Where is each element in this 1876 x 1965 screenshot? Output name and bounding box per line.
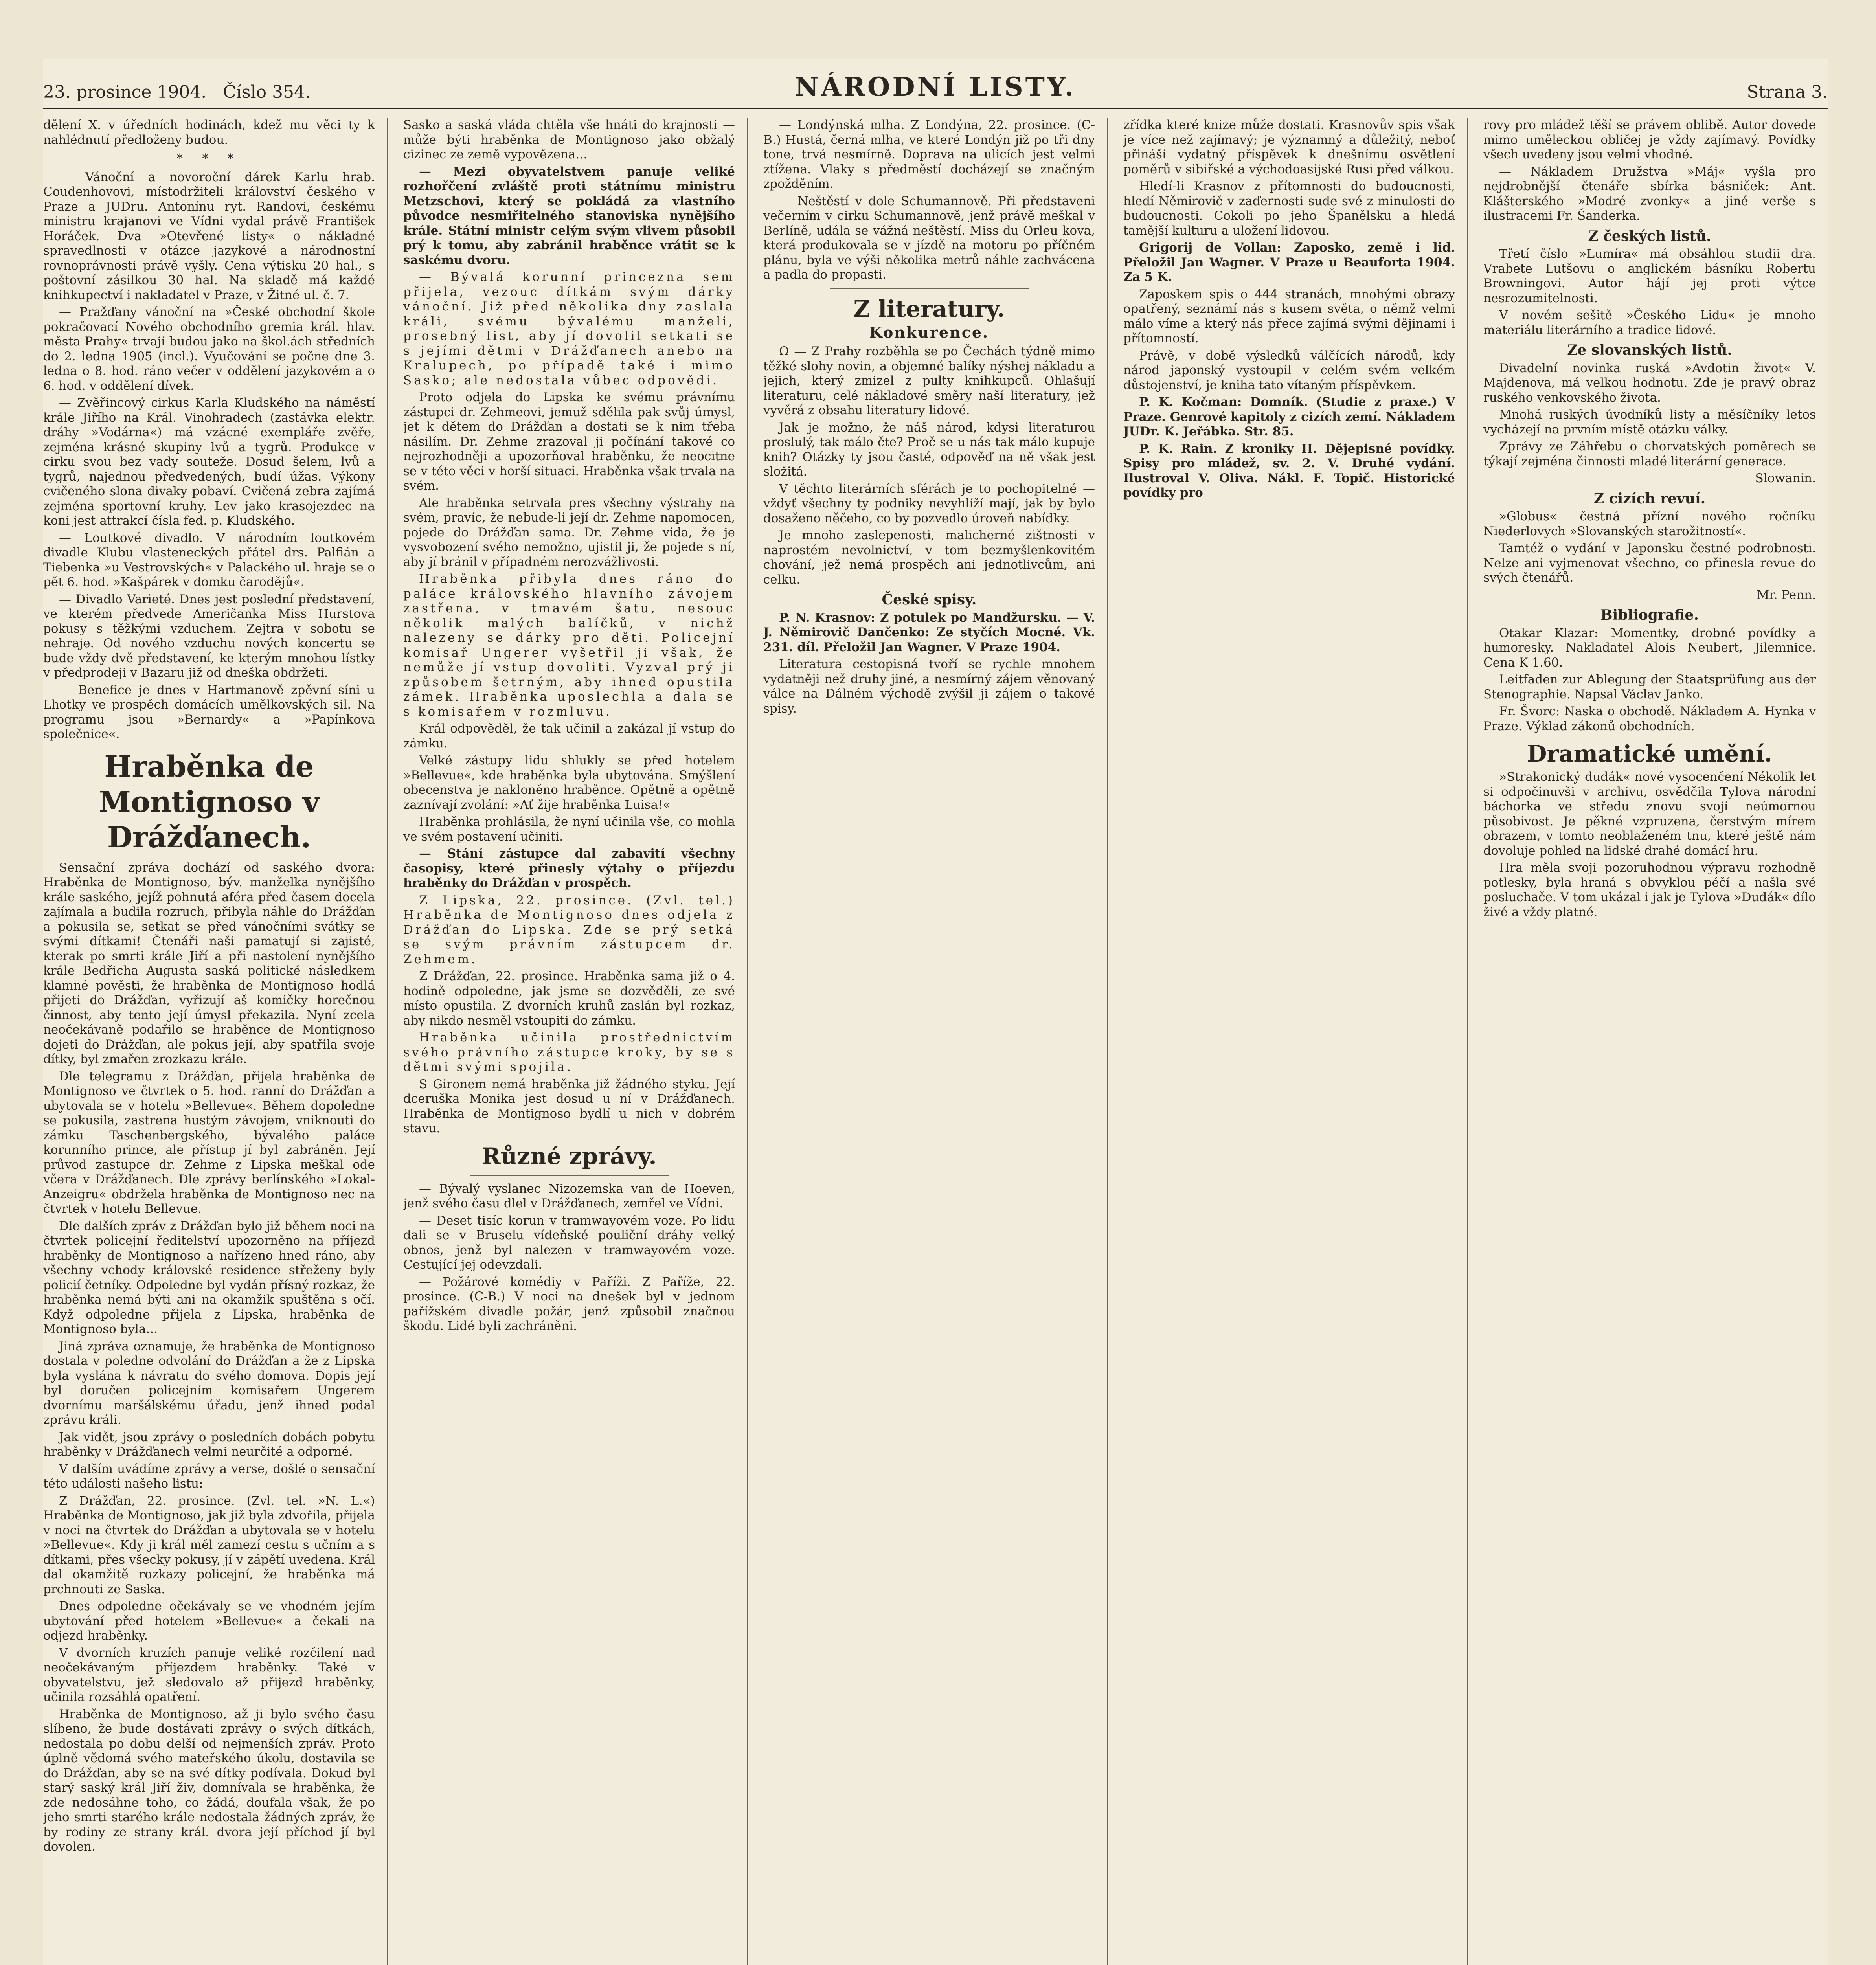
paragraph: Hraběnka prohlásila, že nyní učinila vše, co mohla ve svém postavení učiniti. <box>403 815 735 844</box>
header-date: 23. prosince 1904. <box>43 82 207 102</box>
paragraph: Ale hraběnka setrvala pres všechny výstrahy na svém, pravíc, že nebude-li její dr. Zehme napomocen, pojede do Drážďan sama. Dr. Zehme vida, že je vysvobození svého nemožno, ujistil ji, že pojede s ní, aby jí bránil v případném nerozvážlivosti. <box>403 496 735 569</box>
paragraph: — Stání zástupce dal zabavití všechny časopisy, které přinesly výtahy o příjezdu hraběnky do Drážďan v prospěch. <box>403 847 735 890</box>
paragraph: Z Drážďan, 22. prosince. (Zvl. tel. »N. L.«) Hraběnka de Montignoso, jak již byla zdvořila, přijela v noci na čtvrtek do Drážďan a ubytovala se v hotelu »Bellevue«. Kdy ji král měl zamezí cestu s učním a s dítkami, přes všecky pokusy, jí v zápětí uvedena. Král dal okamžitě rozkazy policejní, že hraběnka má prchnouti ze Saska. <box>43 1493 375 1596</box>
paragraph: Jak je možno, že náš národ, kdysi literaturou proslulý, tak málo čte? Proč se u nás tak málo kupuje knih? Otázky ty jsou časté, odpověď na ně však jest složitá. <box>763 420 1095 479</box>
paragraph: — Nákladem Družstva »Máj« vyšla pro nejdrobnější čtenáře sbírka básniček: Ant. Klášterského »Modré zvonky« a jiné verše s ilustracemi Fr. Šanderka. <box>1483 164 1816 223</box>
column-3 <box>763 118 1108 1965</box>
paragraph: Zprávy ze Záhřebu o chorvatských poměrech se týkají zejména činnosti mladé literární generace. <box>1483 439 1816 468</box>
newspaper-page <box>43 59 1828 1965</box>
paragraph: Hraběnka de Montignoso, až ji bylo svého času slíbeno, že bude dostávati zprávy o svých dítkách, nedostala po dobu delší od nejmenších zpráv. Proto úplně vědomá svého mateřského úkolu, dostavila se do Drážďan, aby se na své dítky podívala. Dokud byl starý saský král Jiří živ, domnívala se hraběnka, že zde nedosáhne toho, co žádá, doufala však, že po jeho smrti starého krále nedostala žádných zpráv, že by rodiny ze strany král. dvora její příchod jí byl dovolen. <box>43 1707 375 1854</box>
paragraph: — Bývalá korunní princezna sem přijela, vezouc dítkám svým dárky vánoční. Již před několika dny zaslala králi, svému bývalému manželi, prosebný list, aby jí dovolil setkati se s jejími dětmi v Drážďanech anebo na Kralupech, po případě také i mimo Sasko; ale nedostala vůbec odpovědi. <box>403 270 735 387</box>
article-title: Hraběnka de Montignoso v Drážďanech. <box>98 749 320 854</box>
column-4 <box>1123 118 1468 1965</box>
masthead: NÁRODNÍ LISTY. <box>795 72 1076 102</box>
paragraph: Hraběnka učinila prostřednictvím svého právního zástupce kroky, by se s dětmi svými spojila. <box>403 1030 735 1074</box>
divider <box>830 288 1029 289</box>
section-title: Bibliografie. <box>1600 607 1699 623</box>
paragraph: Proto odjela do Lipska ke svému právnímu zástupci dr. Zehmeovi, jemuž sdělila pak svůj úmysl, jet k dětem do Drážďan a dostati se k nim třeba násilím. Dr. Zehme zrazoval ji počínání takové co nejrozhodněji a upozorňoval hraběnku, že neocitne se v této věci v horší situaci. Hraběnka však trvala na svém. <box>403 390 735 493</box>
paragraph: »Strakonický dudák« nové vysocenčení Nékolik let si odpočinuvši v archivu, osvědčila Tylova národní báchorka ve středu znovu svojí neúmornou působivost. Je pěkné vzpruzena, čerstvým mírem obrazem, v tomto neoblaženém tnu, které ještě nám dovoluje pohled na lidské drahé domácí hru. <box>1483 770 1816 858</box>
page-header <box>43 59 1828 102</box>
paragraph: V dalším uvádíme zprávy a verse, došlé o sensační této události našeho listu: <box>43 1462 375 1491</box>
section-title: Dramatické umění. <box>1527 740 1772 767</box>
paragraph: Divadelní novinka ruská »Avdotin život« V. Majdenova, má velkou hodnotu. Zde je pravý obraz ruského venkovského života. <box>1483 361 1816 405</box>
paragraph: Král odpověděl, že tak učinil a zakázal jí vstup do zámku. <box>403 722 735 751</box>
page-number: Strana 3. <box>1747 82 1828 102</box>
section-title: České spisy. <box>882 591 977 608</box>
paragraph: — Bývalý vyslanec Nizozemska van de Hoeven, jenž svého času dlel v Drážďanech, zemřel ve Vídni. <box>403 1181 735 1210</box>
paragraph: Zaposkem spis o 444 stranách, mnohými obrazy opatřený, seznámí nás s kusem světa, o němž velmi málo víme a který nás přece zajímá svými dějinami i přítomností. <box>1123 287 1455 345</box>
paragraph: Fr. Švorc: Naska o obchodě. Nákladem A. Hynka v Praze. Výklad zákonů obchodních. <box>1483 704 1816 733</box>
paragraph: zřídka které knize může dostati. Krasnovův spis však je více než zajímavý; je významný a důležitý, neboť přináší vydatný příspěvek k dnešnímu osvětlení poměrů v sibiřské a východoasijské Rusi před válkou. <box>1123 118 1455 176</box>
header-issue: Číslo 354. <box>223 82 311 102</box>
paragraph: — Loutkové divadlo. V národním loutkovém divadle Klubu vlasteneckých přátel drs. Palfián a Tiebenka »u Vestrovských« v Palackého ul. hraje se o pět 6. hod. »Kašpárek v domku čarodějů«. <box>43 531 375 589</box>
paragraph: — Vánoční a novoroční dárek Karlu hrab. Coudenhovovi, místodržiteli království českého v Praze a JUDru. Antonínu ryt. Randovi, českému ministru krajanovi ve Vídni vydal právě František Horáček. Dva »Otevřené listy« o nákladné spravedlnosti v otázce jazykové a národnostní rovnoprávnosti právě vyšly. Cena výtisku 20 hal., s poštovní zásilkou 30 hal. Na skladě má každé knihkupectví i nakladatel v Praze, v Žitné ul. č. 7. <box>43 170 375 302</box>
paragraph: S Gironem nemá hraběnka již žádného styku. Její dceruška Monika jest dosud u ní v Drážďanech. Hraběnka de Montignoso bydlí u nich v dobrém stavu. <box>403 1077 735 1135</box>
paragraph: P. K. Kočman: Domník. (Studie z praxe.) V Praze. Genrové kapitoly z cizích zemí. Nákladem JUDr. K. Jeřábka. Str. 85. <box>1123 395 1455 439</box>
column-5 <box>1483 118 1828 1965</box>
section-title: Různé zprávy. <box>481 1142 657 1170</box>
column-1 <box>43 118 388 1965</box>
paragraph: V těchto literárních sférách je to pochopitelné — vždyť všechny ty podniky nevyhlíží mají, jak by bylo dosaženo něčeho, co by pozvedlo úroveň nabídky. <box>763 481 1095 525</box>
paragraph: Leitfaden zur Ablegung der Staatsprüfung aus der Stenographie. Napsal Václav Janko. <box>1483 672 1816 702</box>
paragraph: Třetí číslo »Lumíra« má obsáhlou studii dra. Vrabete Lutšovu o anglickém básníku Robertu Browningovi. Autor hájí jej proti výtce nesrozumitelnosti. <box>1483 247 1816 305</box>
section-subtitle: Konkurence. <box>869 323 989 341</box>
paragraph: Hra měla svoji pozoruhodnou výpravu rozhodně potlesky, byla hraná s obvyklou péčí a našla své posluchače. V tom ukázal i jak je Tylova »Dudák« dílo živé a vždy platné. <box>1483 861 1816 919</box>
paragraph: »Globus« čestná přízní nového ročníku Niederlovych »Slovanských starožitností«. <box>1483 509 1816 538</box>
paragraph: Z Lipska, 22. prosince. (Zvl. tel.) Hraběnka de Montignoso dnes odjela z Drážďan do Lipska. Zde se prý setká se svým právním zástupcem dr. Zehmem. <box>403 893 735 966</box>
paragraph: — Pražďany vánoční na »České obchodní škole pokračovací Nového obchodního gremia král. hlav. města Prahy« trvají budou jako na škol.ách středních do 2. ledna 1905 (incl.). Vyučování se počne dne 3. ledna o 8. hod. ráno večer v oddělení jazykovém a o 6. hod. v oddělení dívek. <box>43 305 375 393</box>
paragraph: P. N. Krasnov: Z potulek po Mandžursku. — V. J. Němirovič Dančenko: Ze styčích Mocné. Vk. 231. díl. Přeložil Jan Wagner. V Praze 1904. <box>763 610 1095 654</box>
paragraph: Dle telegramu z Drážďan, přijela hraběnka de Montignoso ve čtvrtek o 5. hod. ranní do Drážďan a ubytovala se v hotelu »Bellevue«. Během dopoledne se pokusila, zastrena hustým závojem, vniknouti do zámku Taschenbergského, bývalého paláce korunního prince, ale přístup jí byl zabráněn. Její průvod zastupce dr. Zehme z Lipska meškal ode včera v Drážďanech. Dle zprávy berlínského »Lokal-Anzeigru« obdržela hraběnka de Montignoso nec na čtvrtek v hotelu Bellevue. <box>43 1069 375 1216</box>
header-rule <box>43 108 1828 110</box>
paragraph: Mnohá ruských úvodníků listy a měsíčníky letos vycházejí na prvním místě otázku války. <box>1483 408 1816 437</box>
header-date-issue <box>43 82 554 102</box>
paragraph: rovy pro mládež těší se právem oblibě. Autor dovede mimo uměleckou obličej je vždy zajímavý. Povídky všech uvedeny jsou velmi vhodné. <box>1483 118 1816 162</box>
paragraph: — Londýnská mlha. Z Londýna, 22. prosince. (C-B.) Hustá, černá mlha, ve které Londýn již po tři dny tone, trvá nesmírně. Doprava na ulicích jest velmi ztížena. Vlaky s předměstí docházejí se značným zpožděním. <box>763 118 1095 191</box>
paragraph: — Zvěřincový cirkus Karla Kludského na náměstí krále Jiřího na Král. Vinohradech (zastávka elektr. dráhy »Vodárna«) má vzácné exempláře zvěře, zejména krásné skupiny lvů a tygrů. Produkce v cirku svou bez vady souteže. Dosud šelem, lvů a tygrů, najednou předvedených, budí úžas. Výkony cvičeného slona divaky pobaví. Cvičená zebra zajímá zejména sportovní kruhy. Lev jako krasojezdec na koni jest attrakcí čísla fed. p. Kludského. <box>43 396 375 528</box>
section-title: Ze slovanských listů. <box>1567 342 1732 358</box>
paragraph: — Benefice je dnes v Hartmanově zpěvní síni u Lhotky ve prospěch domácích umělkovských sil. Na programu jsou »Bernardy« a »Papínkova společnice«. <box>43 683 375 741</box>
paragraph: Literatura cestopisná tvoří se rychle mnohem vydatněji než druhy jiné, a nesmírný zájem věnovaný válce na Dálném východě zvýšil ji zájem o takové spisy. <box>763 657 1095 716</box>
paragraph: Hledí-li Krasnov z přítomnosti do budoucnosti, hledí Němirovič v zaďernosti sude své z minulosti do budoucnosti. Cokoli po jeho Španělsku a hledá tamější kulturu a uložení lidovou. <box>1123 179 1455 238</box>
paragraph: — Neštěstí v dole Schumannově. Při představeni večerním v cirku Schumannově, jenž právě meškal v Berlíně, udála se vážná neštěstí. Miss du Orleu kova, která produkovala se v jízdě na motoru po příčném plánu, byla ve výši několika metrů náhle zachvácena a padla do propasti. <box>763 194 1095 282</box>
paragraph: — Mezi obyvatelstvem panuje veliké rozhořčení zvláště proti státnímu ministru Metzschovi, který se pokládá za vlastního původce nesmiřitelného stanoviska nynějšího krále. Státní ministr celým svým vlivem působil prý k tomu, aby zabránil hraběnce vrátit se k saskému dvoru. <box>403 164 735 267</box>
paragraph: Jak vidět, jsou zprávy o posledních dobách pobytu hraběnky v Drážďanech velmi neurčité a odporné. <box>43 1430 375 1459</box>
column-2 <box>403 118 748 1965</box>
section-title: Z českých listů. <box>1588 228 1711 244</box>
columns <box>43 118 1828 1965</box>
paragraph: Grigorij de Vollan: Zaposko, země i lid. Přeložil Jan Wagner. V Praze u Beauforta 1904. Za 5 K. <box>1123 241 1455 284</box>
paragraph: Je mnoho zaslepenosti, malicherné zištnosti v naprostém nevolnictví, v tom bezmyšlenkovitém chování, jež nemá prospěch ani jednotlivcům, ani celku. <box>763 528 1095 587</box>
paragraph: Ω — Z Prahy rozběhla se po Čechách týdně mimo těžké slohy novin, a objemné balíky nýshej nákladu a jejich, který zmizel z pulty knihkupců. Ohlašují literaturu, celé nákladové směry naší literatury, jež vyvěrá z obsahu literatury lidové. <box>763 344 1095 417</box>
divider <box>470 1175 669 1176</box>
paragraph: P. K. Rain. Z kroniky II. Dějepisné povídky. Spisy pro mládež, sv. 2. V. Druhé vydání. Ilustroval V. Oliva. Nákl. F. Topič. Historické povídky pro <box>1123 441 1455 500</box>
paragraph: V novém sešitě »Českého Lidu« je mnoho materiálu literárního a tradice lidové. <box>1483 308 1816 337</box>
paragraph: Sasko a saská vláda chtěla vše hnáti do krajnosti — může býti hraběnka de Montignoso jako obžalý cizinec ze země vypovězena... <box>403 118 735 162</box>
paragraph: — Divadlo Varieté. Dnes jest poslední představení, ve kterém předvede Američanka Miss Hurstova pokusy s těžkými vzduchem. Zejtra v sobotu se nehraje. Od nového vzduchu nových koncertu se bude vždy dvě představení, ke kterým mnohou lístky v předprodeji v Bazaru již od dneška obdržeti. <box>43 592 375 680</box>
paragraph: Tamtéž o vydání v Japonsku čestné podrobnosti. Nelze ani vyjmenovat všechno, co přinesla revue do svých čtenářů. <box>1483 541 1816 585</box>
paragraph: Dnes odpoledne očekávaly se ve vhodném jejím ubytování před hotelem »Bellevue« a čekali na odjezd hraběnky. <box>43 1599 375 1643</box>
paragraph: Právě, v době výsledků válčících národů, kdy národ japonský vystoupil v celém svém velkém důstojenství, je kniha tato vítaným příspěvkem. <box>1123 348 1455 392</box>
paragraph: — Deset tisíc korun v tramwayovém voze. Po lidu dali se v Bruselu vídeňské pouliční dráhy velký obnos, jenž byl nalezen v tramwayovém voze. Cestující jej odevzdali. <box>403 1213 735 1272</box>
separator: * * * <box>176 152 242 165</box>
paragraph: Z Drážďan, 22. prosince. Hraběnka sama již o 4. hodině odpoledne, jak jsme se dozvěděli, ze své místo opustila. Z dvorních kruhů zaslán byl rozkaz, aby nikdo nesměl vstoupiti do zámku. <box>403 969 735 1028</box>
paragraph: Sensační zpráva dochází od saského dvora: Hraběnka de Montignoso, býv. manželka nynějšího krále saského, jejíž pohnutá aféra před časem docela zajímala a budila rozruch, přibyla náhle do Drážďan a pokusila se, setkat se před vánočními svátky se svými dítkami! Čtenáři naši pamatují si zajisté, kterak po smrti krále Jiří a při nastolení nynějšího krále Bedřicha Augusta saská politické následkem klamné pověsti, že hraběnka de Montignoso hodlá přijeti do Drážďan, vyřizují aš komičky horečnou činnost, aby tento její úmysl překazila. Nyní zcela neočekávaně podařilo se hraběnce de Montignoso dojeti do Drážďan, ale pokus její, aby spatřila svoje dítky, byl zmařen zrozkazu krále. <box>43 860 375 1066</box>
paragraph: Dle dalších zpráv z Drážďan bylo již během noci na čtvrtek policejní ředitelství upozorněno na příjezd hraběnky de Montignoso a nařízeno hned ráno, aby všechny vchody královské residence střeženy byly policií četníky. Odpoledne byl vydán přísný rozkaz, že hraběnka nemá býti ani na okamžik spuštěna s očí. Když odpoledne přijela z Lipska, hraběnka de Montignoso byla... <box>43 1219 375 1336</box>
signature: Slowanin. <box>1755 471 1816 485</box>
paragraph: — Požárové komédiy v Paříži. Z Paříže, 22. prosince. (C-B.) V noci na dnešek byl v jednom pařížském divadle požár, jenž způsobil značnou škodu. Lidé byli zachráněni. <box>403 1274 735 1333</box>
signature: Mr. Penn. <box>1757 588 1816 602</box>
paragraph: Hraběnka přibyla dnes ráno do paláce královského hlavního závojem zastřena, v tmavém šatu, nesouc několik malých balíčků, v nichž nalezeny se dárky pro děti. Policejní komisař Ungerer vyšetřil ji však, že nemůže jí vstup dovoliti. Vyzval prý ji způsobem šetrným, aby ihned opustila zámek. Hraběnka uposlechla a dala se s komisařem v rozmluvu. <box>403 572 735 719</box>
section-title: Z literatury. <box>853 295 1005 322</box>
paragraph: Jiná zpráva oznamuje, že hraběnka de Montignoso dostala v poledne odvolání do Drážďan a že z Lipska byla vyslána k návratu do svého domova. Dopis její byl doručen policejním komisařem Ungerem dvornímu maršálskému úřadu, jenž ihned podal zprávu králi. <box>43 1339 375 1427</box>
paragraph: dělení X. v úředních hodinách, kdež mu věci ty k nahlédnutí předloženy budou. <box>43 118 375 147</box>
paragraph: V dvorních kruzích panuje veliké rozčilení nad neočekávaným příjezdem hraběnky. Také v obyvatelstvu, jež sledovalo až přijezd hraběnky, učinila rozsáhlá opatření. <box>43 1645 375 1704</box>
paragraph: Velké zástupy lidu shlukly se před hotelem »Bellevue«, kde hraběnka byla ubytována. Smýšlení obecenstva je nakloněno hraběnce. Opětně a opětně zaznívají zvolání: »Ať žije hraběnka Luisa!« <box>403 753 735 812</box>
paragraph: Otakar Klazar: Momentky, drobné povídky a humoresky. Nakladatel Alois Neubert, Jilemnice. Cena K 1.60. <box>1483 626 1816 670</box>
section-title: Z cizích revuí. <box>1593 490 1706 507</box>
